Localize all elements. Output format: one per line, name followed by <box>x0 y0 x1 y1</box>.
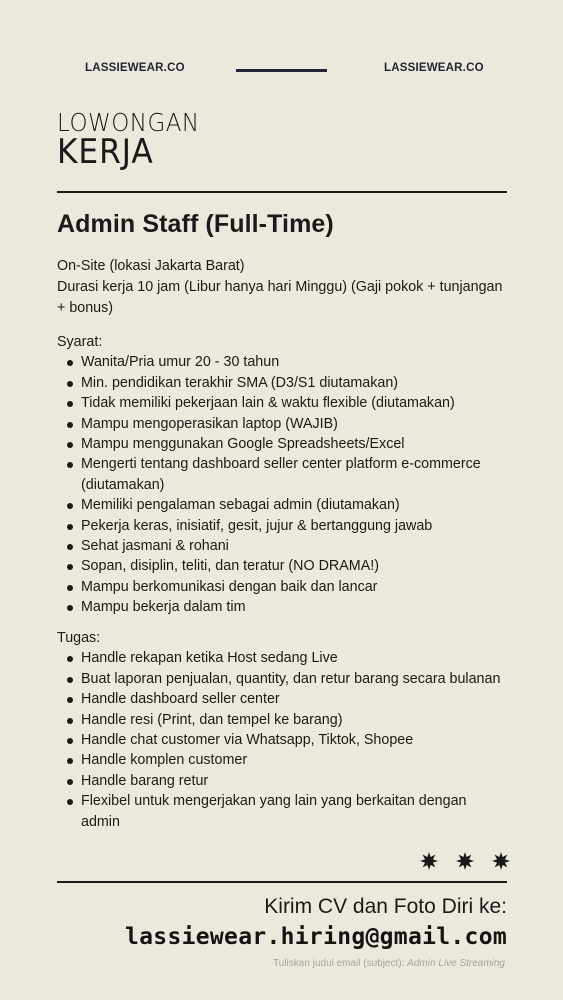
list-item: Memiliki pengalaman sebagai admin (diutamakan) <box>57 495 507 515</box>
list-item: Flexibel untuk mengerjakan yang lain yang berkaitan dengan admin <box>57 791 507 832</box>
list-item: Sopan, disiplin, teliti, dan teratur (NO DRAMA!) <box>57 556 507 576</box>
list-item: Mampu berkomunikasi dengan baik dan lancar <box>57 577 507 597</box>
list-item: Handle rekapan ketika Host sedang Live <box>57 648 507 668</box>
list-item: Wanita/Pria umur 20 - 30 tahun <box>57 352 507 372</box>
job-schedule: Durasi kerja 10 jam (Libur hanya hari Minggu) (Gaji pokok + tunjangan + bonus) <box>57 279 503 316</box>
email-subject-note <box>273 958 505 969</box>
list-item: Mampu bekerja dalam tim <box>57 597 507 617</box>
header-divider <box>236 69 327 72</box>
eight-point-star-icon <box>492 852 510 870</box>
duties-heading: Tugas: <box>57 630 101 646</box>
list-item: Handle chat customer via Whatsapp, Tiktok, Shopee <box>57 730 507 750</box>
logo-line-1: LOWONGAN <box>57 108 200 137</box>
lowongan-kerja-logo <box>57 108 212 172</box>
footer-divider <box>57 881 507 883</box>
decorative-stars <box>420 852 510 870</box>
job-title: Admin Staff (Full-Time) <box>57 210 334 238</box>
note-subject: Admin Live Streaming <box>407 958 505 969</box>
list-item: Mampu menggunakan Google Spreadsheets/Excel <box>57 434 507 454</box>
brand-name-left: LASSIEWEAR.CO <box>85 62 185 74</box>
list-item: Sehat jasmani & rohani <box>57 536 507 556</box>
logo-line-2: KERJA <box>57 132 154 172</box>
list-item: Handle dashboard seller center <box>57 689 507 709</box>
section-divider <box>57 191 507 193</box>
application-cta: Kirim CV dan Foto Diri ke: <box>264 895 507 918</box>
requirements-section <box>57 332 507 618</box>
list-item: Handle resi (Print, dan tempel ke barang) <box>57 710 507 730</box>
list-item: Mengerti tentang dashboard seller center platform e-commerce (diutamakan) <box>57 454 507 495</box>
list-item: Buat laporan penjualan, quantity, dan retur barang secara bulanan <box>57 669 507 689</box>
duties-list <box>57 648 507 832</box>
list-item: Min. pendidikan terakhir SMA (D3/S1 diutamakan) <box>57 373 507 393</box>
list-item: Pekerja keras, inisiatif, gesit, jujur & bertanggung jawab <box>57 516 507 536</box>
eight-point-star-icon <box>420 852 438 870</box>
contact-email[interactable]: lassiewear.hiring@gmail.com <box>125 924 507 950</box>
list-item: Handle barang retur <box>57 771 507 791</box>
list-item: Tidak memiliki pekerjaan lain & waktu flexible (diutamakan) <box>57 393 507 413</box>
brand-name-right: LASSIEWEAR.CO <box>384 62 484 74</box>
requirements-heading: Syarat: <box>57 334 103 350</box>
job-meta <box>57 256 507 319</box>
list-item: Mampu mengoperasikan laptop (WAJIB) <box>57 414 507 434</box>
eight-point-star-icon <box>456 852 474 870</box>
job-location: On-Site (lokasi Jakarta Barat) <box>57 258 245 274</box>
requirements-list <box>57 352 507 617</box>
note-prefix: Tuliskan judul email (subject): <box>273 958 405 969</box>
list-item: Handle komplen customer <box>57 750 507 770</box>
duties-section <box>57 628 507 832</box>
